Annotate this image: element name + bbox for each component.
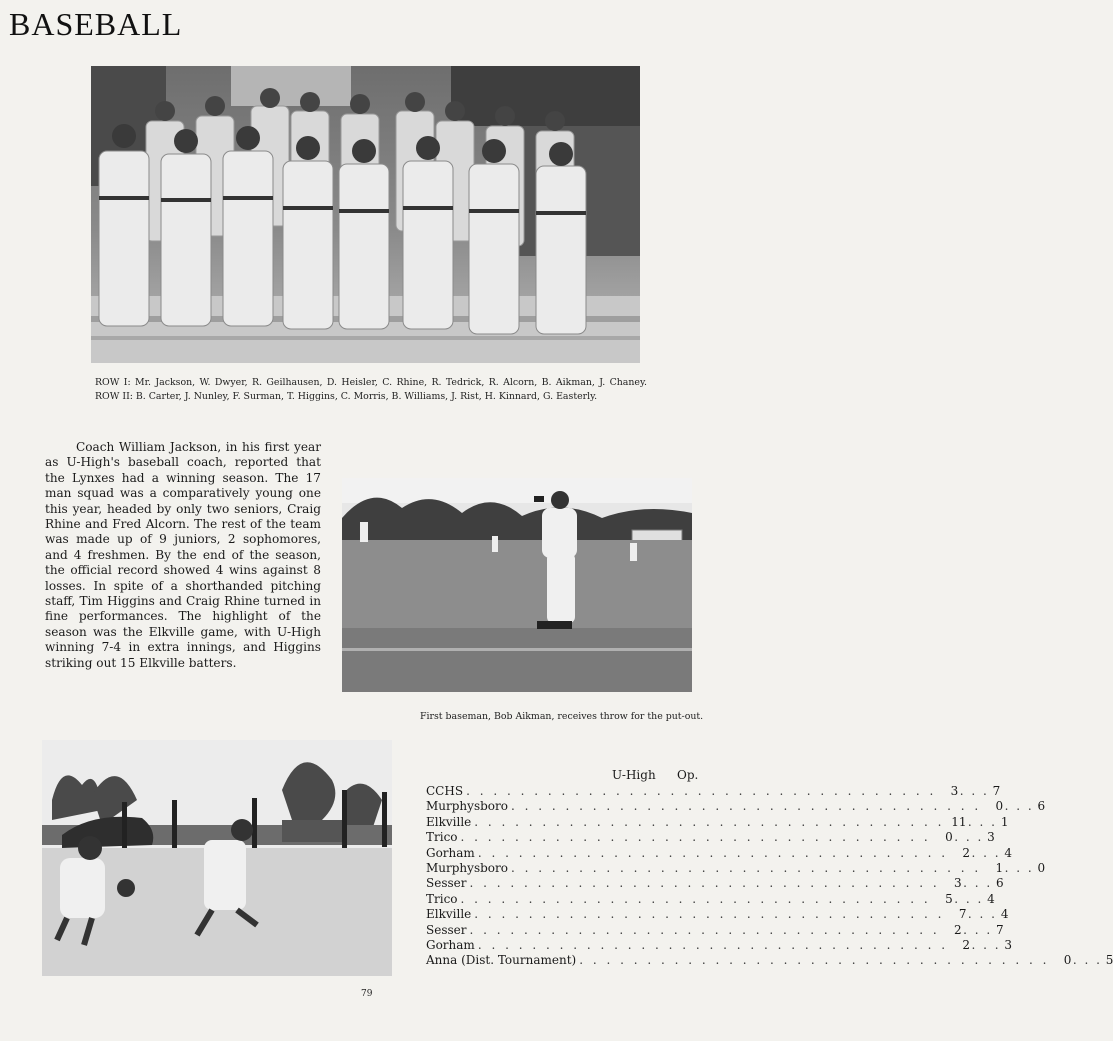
schedule-row — [426, 860, 1046, 876]
schedule-row — [426, 784, 1001, 799]
catcher-play-photo-image — [42, 740, 392, 976]
team-photo-caption: ROW I: Mr. Jackson, W. Dwyer, R. Geilhausen, D. Heisler, C. Rhine, R. Tedrick, R. Alcorn, B. Aikman, J. Chaney. ROW II: B. Carter, J. Nunley, F. Surman, T. Higgins, C. Morris, B. Williams, J. Rist, H. Kinnard, G. Easterly. — [95, 377, 647, 402]
leader-dots: . . . . . . . . . . . . . . . . . . . . . . . . . . . . . . . . . . . — [477, 845, 949, 860]
schedule-row — [426, 922, 1004, 938]
schedule-row — [426, 799, 1046, 814]
opponent-name: Trico — [426, 891, 458, 906]
score-separator: . . . — [971, 937, 1001, 952]
schedule-row — [426, 830, 995, 845]
leader-dots: . . . . . . . . . . . . . . . . . . . . . . . . . . . . . . . . . . . — [510, 860, 982, 875]
article-text: Coach William Jackson, in his first year as U-High's baseball coach, reported that the Lynxes had a winning season. The 17 man squad was a comparatively young one this year, headed by only two seniors, Craig Rhine and Fred Alcorn. The rest of the team was made up of 9 juniors, 2 sophomores, and 4 freshmen. By the end of the season, the official record showed 4 wins against 8 losses. In spite of a shorthanded pitching staff, Tim Higgins and Craig Rhine turned in fine performances. The highlight of the season was the Elkville game, with U-High winning 7-4 in extra innings, and Higgins striking out 15 Elkville batters. — [45, 440, 321, 670]
score-separator: . . . — [967, 814, 997, 829]
season-schedule — [426, 768, 1113, 969]
opponent-name: CCHS — [426, 784, 464, 798]
opponent-name: Murphysboro — [426, 860, 508, 875]
schedule-header — [426, 768, 702, 784]
first-baseman-photo — [342, 478, 692, 692]
leader-dots: . . . . . . . . . . . . . . . . . . . . . . . . . . . . . . . . . . . — [579, 953, 1050, 968]
uhigh-score: 1 — [995, 860, 1004, 875]
leader-dots: . . . . . . . . . . . . . . . . . . . . . . . . . . . . . . . . . . . — [460, 891, 931, 906]
opponent-score: 4 — [1000, 907, 1009, 922]
uhigh-score: 2 — [962, 845, 971, 860]
uhigh-score: 0 — [995, 799, 1004, 814]
opponent-score: 5 — [1105, 953, 1113, 968]
leader-dots: . . . . . . . . . . . . . . . . . . . . . . . . . . . . . . . . . . . — [474, 814, 945, 829]
schedule-row — [426, 907, 1009, 922]
leader-dots: . . . . . . . . . . . . . . . . . . . . . . . . . . . . . . . . . . . — [460, 830, 931, 845]
leader-dots: . . . . . . . . . . . . . . . . . . . . . . . . . . . . . . . . . . . — [469, 876, 940, 891]
score-separator: . . . — [963, 876, 993, 891]
team-photo — [91, 66, 640, 363]
schedule-row — [426, 891, 995, 907]
team-photo-image — [91, 66, 640, 363]
first-baseman-photo-image — [342, 478, 692, 692]
opponent-name: Murphysboro — [426, 799, 508, 814]
score-separator: . . . — [971, 845, 1001, 860]
opponent-name: Anna (Dist. Tournament) — [426, 953, 577, 968]
opponent-name: Elkville — [426, 907, 472, 922]
score-separator: . . . — [967, 907, 997, 922]
page-title: BASEBALL — [9, 6, 183, 42]
uhigh-score: 3 — [950, 784, 959, 798]
page-number: 79 — [361, 989, 373, 999]
score-separator: . . . — [1004, 860, 1034, 875]
opponent-score: 4 — [1004, 845, 1013, 860]
leader-dots: . . . . . . . . . . . . . . . . . . . . . . . . . . . . . . . . . . . — [477, 937, 949, 952]
schedule-rows — [426, 784, 1113, 969]
uhigh-score: 3 — [954, 876, 962, 891]
opponent-score: 6 — [1037, 799, 1046, 814]
leader-dots: . . . . . . . . . . . . . . . . . . . . . . . . . . . . . . . . . . . — [466, 784, 937, 798]
opponent-name: Sesser — [426, 922, 467, 937]
schedule-row — [426, 876, 1004, 891]
score-separator: . . . — [1072, 953, 1102, 968]
score-separator: . . . — [954, 891, 984, 906]
opponent-score: 7 — [992, 784, 1001, 798]
catcher-play-photo — [42, 740, 392, 976]
uhigh-score: 2 — [954, 922, 962, 937]
uhigh-score: 0 — [945, 830, 953, 845]
score-separator: . . . — [1004, 799, 1034, 814]
score-separator: . . . — [959, 784, 989, 798]
schedule-header-opponent: Op. — [677, 768, 699, 782]
opponent-score: 7 — [996, 922, 1004, 937]
leader-dots: . . . . . . . . . . . . . . . . . . . . . . . . . . . . . . . . . . . — [469, 922, 940, 937]
schedule-row — [426, 814, 1009, 830]
schedule-row — [426, 937, 1013, 953]
schedule-row — [426, 845, 1013, 861]
opponent-score: 3 — [987, 830, 995, 845]
uhigh-score: 5 — [945, 891, 953, 906]
opponent-score: 1 — [1000, 814, 1009, 829]
uhigh-score: 11 — [951, 814, 967, 829]
first-baseman-caption: First baseman, Bob Aikman, receives throw for the put-out. — [420, 711, 704, 722]
opponent-name: Gorham — [426, 845, 475, 860]
score-separator: . . . — [954, 830, 984, 845]
leader-dots: . . . . . . . . . . . . . . . . . . . . . . . . . . . . . . . . . . . — [474, 907, 945, 922]
leader-dots: . . . . . . . . . . . . . . . . . . . . . . . . . . . . . . . . . . . — [510, 799, 982, 814]
opponent-name: Gorham — [426, 937, 475, 952]
opponent-score: 4 — [987, 891, 995, 906]
schedule-row — [426, 953, 1113, 968]
opponent-score: 6 — [996, 876, 1004, 891]
opponent-name: Sesser — [426, 876, 467, 891]
opponent-score: 3 — [1004, 937, 1013, 952]
score-separator: . . . — [963, 922, 993, 937]
uhigh-score: 7 — [958, 907, 967, 922]
opponent-name: Elkville — [426, 814, 472, 829]
opponent-name: Trico — [426, 830, 458, 845]
schedule-header-uhigh: U-High — [612, 768, 656, 782]
uhigh-score: 0 — [1063, 953, 1072, 968]
uhigh-score: 2 — [962, 937, 971, 952]
opponent-score: 0 — [1037, 860, 1046, 875]
